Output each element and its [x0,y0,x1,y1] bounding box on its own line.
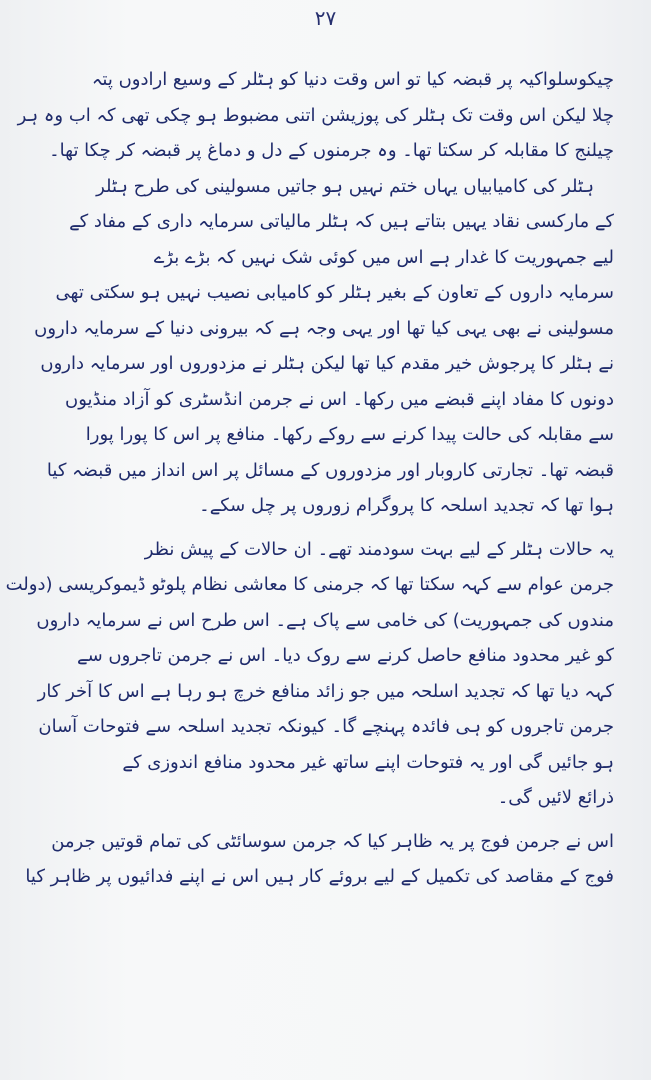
text-line: فوج کے مقاصد کی تکمیل کے لیے بروئے کار ہیں اس نے اپنے فدائیوں پر ظاہر کیا [25,866,614,887]
text-line: قبضہ تھا۔ تجارتی کاروبار اور مزدوروں کے مسائل پر اس انداز میں قبضہ کیا [46,459,614,481]
text-line: دونوں کا مفاد اپنے قبضے میں رکھا۔ اس نے جرمن انڈسٹری کو آزاد منڈیوں [64,388,614,410]
page-body-text [5,62,614,895]
text-line: ہوا تھا کہ تجدید اسلحہ کا پروگرام زوروں پر چل سکے۔ [199,495,614,516]
text-line: ہٹلر کی کامیابیاں یہاں ختم نہیں ہو جاتیں مسولینی کی طرح ہٹلر [96,175,594,197]
text-line: چلا لیکن اس وقت تک ہٹلر کی پوزیشن اتنی مضبوط ہو چکی تھی کہ اب وہ ہر [17,104,614,126]
text-line: مسولینی نے بھی یہی کیا تھا اور یہی وجہ ہے کہ بیرونی دنیا کے سرمایہ داروں [34,317,614,339]
text-line: اس نے جرمن فوج پر یہ ظاہر کیا کہ جرمن سوسائٹی کی تمام قوتیں جرمن [51,830,614,852]
text-line: سے مقابلہ کی حالت پیدا کرنے سے روکے رکھا۔ منافع پر اس کا پورا پورا [85,424,614,445]
text-line: مندوں کی جمہوریت) کی خامی سے پاک ہے۔ اس طرح اس نے سرمایہ داروں [36,609,614,631]
text-line: چیکوسلواکیہ پر قبضہ کیا تو اس وقت دنیا کو ہٹلر کے وسیع ارادوں پتہ [91,69,614,90]
text-line: کے مارکسی نقاد یہیں بتاتے ہیں کہ ہٹلر مالیاتی سرمایہ داری کے مفاد کے [69,211,614,232]
text-line: ہو جائیں گی اور یہ فتوحات اپنے ساتھ غیر محدود منافع اندوزی کے [122,751,614,773]
text-line: چیلنج کا مقابلہ کر سکتا تھا۔ وہ جرمنوں کے دل و دماغ پر قبضہ کر چکا تھا۔ [49,140,614,161]
text-line: جرمن تاجروں کو ہی فائدہ پہنچے گا۔ کیونکہ تجدید اسلحہ سے فتوحات آسان [38,716,614,737]
text-line: سرمایہ داروں کے تعاون کے بغیر ہٹلر کو کامیابی نصیب نہیں ہو سکتی تھی [55,282,614,303]
text-line: نے ہٹلر کا پرجوش خیر مقدم کیا تھا لیکن ہٹلر نے مزدوروں اور سرمایہ داروں [40,353,614,374]
text-line: ذرائع لائیں گی۔ [497,787,614,808]
text-line: کو غیر محدود منافع حاصل کرنے سے روک دیا۔ اس نے جرمن تاجروں سے [77,645,614,666]
text-line: جرمن عوام سے کہہ سکتا تھا کہ جرمنی کا معاشی نظام پلوٹو ڈیموکریسی (دولت [5,574,614,595]
page-number: ۲۷ [314,6,337,30]
text-line: یہ حالات ہٹلر کے لیے بہت سودمند تھے۔ ان حالات کے پیش نظر [144,538,614,560]
text-line: لیے جمہوریت کا غدار ہے اس میں کوئی شک نہیں کہ بڑے بڑے [153,246,614,268]
text-line: کہہ دیا تھا کہ تجدید اسلحہ میں جو زائد منافع خرچ ہو رہا ہے اس کا آخر کار [37,680,614,702]
